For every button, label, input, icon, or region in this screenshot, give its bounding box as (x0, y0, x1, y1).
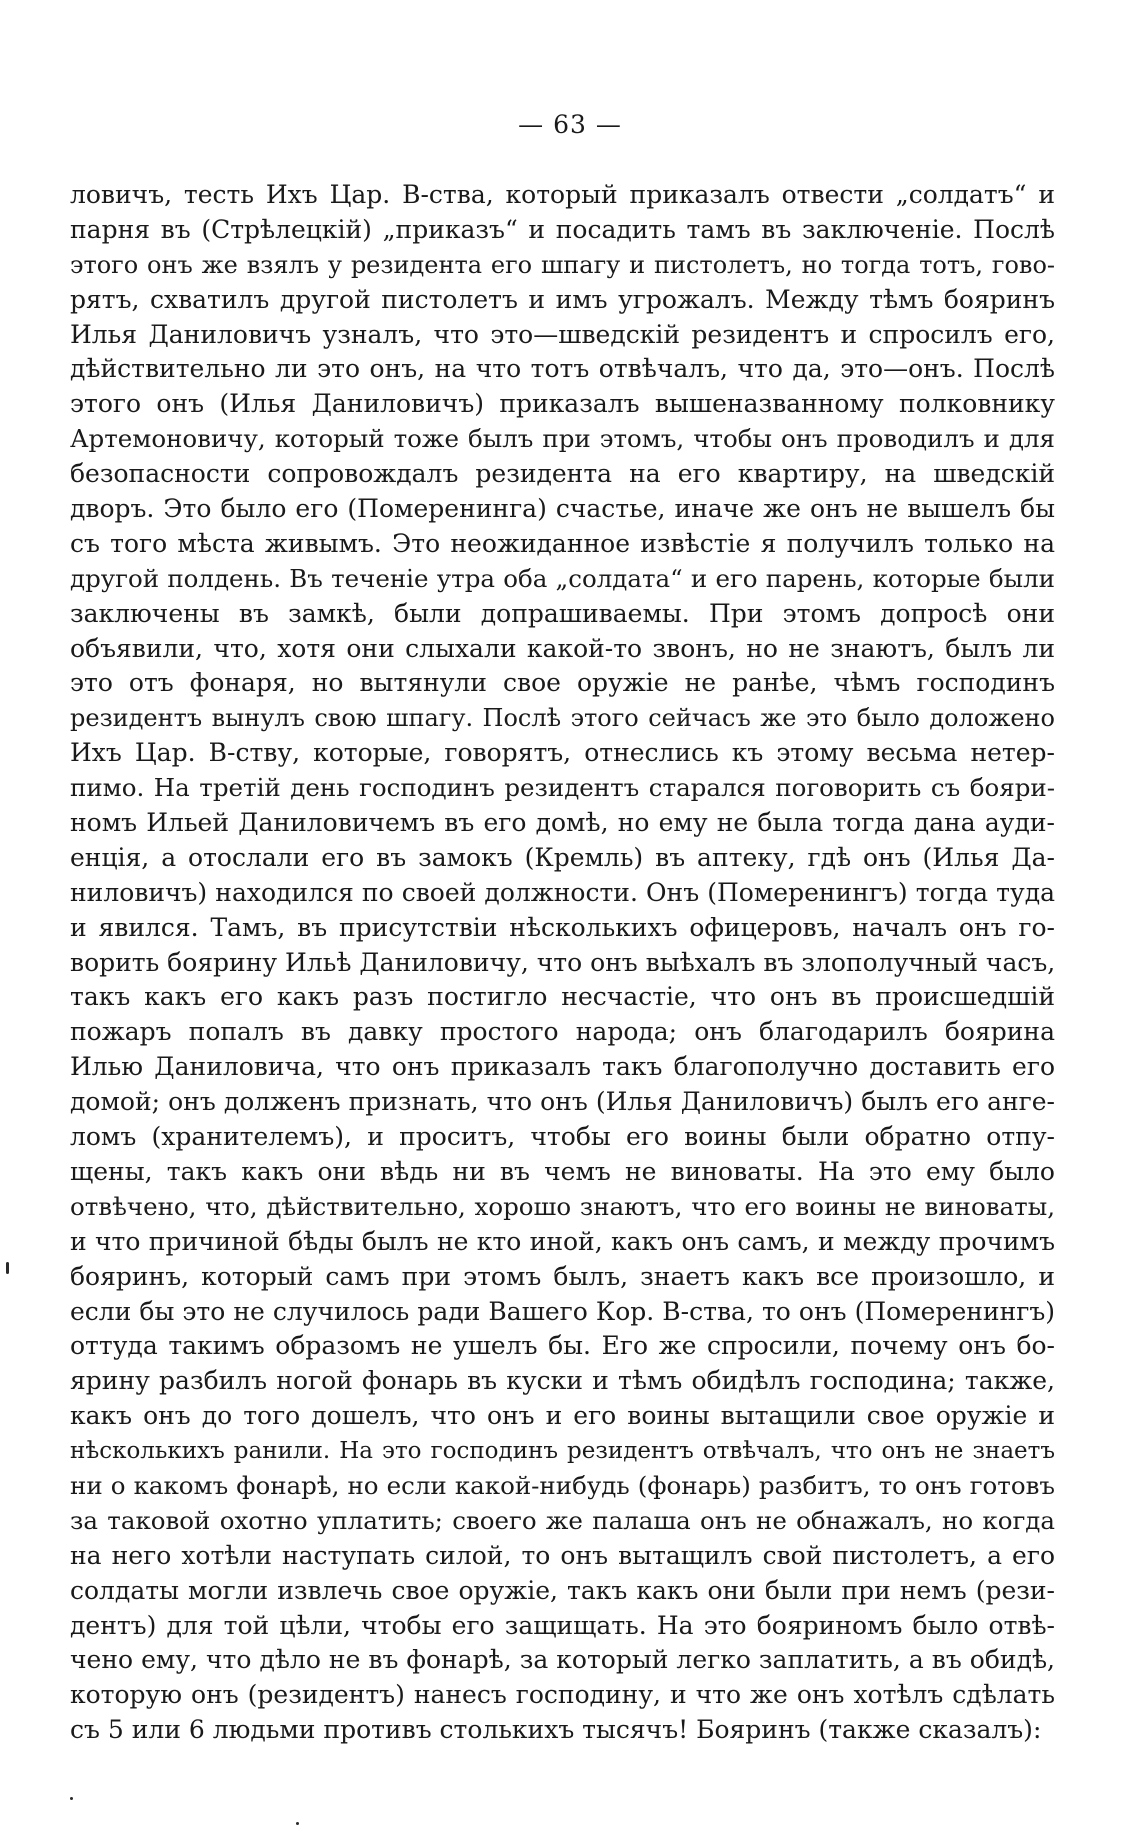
text-line: Ихъ Цар. В-ству, которые, говорятъ, отнеслись къ этому весьма нетер- (70, 738, 1055, 768)
text-line: безопасности сопровождалъ резидента на его квартиру, на шведскій (70, 459, 1055, 489)
text-line: ярину разбилъ ногой фонарь въ куски и тѣмъ обидѣлъ господина; также, (70, 1366, 1055, 1396)
text-line: этого онъ (Илья Даниловичъ) приказалъ вышеназванному полковнику (70, 389, 1055, 419)
text-line: отвѣчено, что, дѣйствительно, хорошо знаютъ, что его воины не виноваты, (70, 1191, 1055, 1221)
text-line: за таковой охотно уплатить; своего же палаша онъ не обнажалъ, но когда (70, 1505, 1055, 1535)
text-line: ворить боярину Ильѣ Даниловичу, что онъ выѣхалъ въ злополучный часъ, (70, 947, 1055, 977)
text-line: какъ онъ до того дошелъ, что онъ и его воины вытащили свое оружіе и (70, 1401, 1055, 1431)
text-line: Илью Даниловича, что онъ приказалъ такъ благополучно доставить его (70, 1052, 1055, 1082)
text-line: дентъ) для той цѣли, чтобы его защищать. На это бояриномъ было отвѣ- (70, 1610, 1055, 1640)
text-line: пимо. На третій день господинъ резидентъ старался поговорить съ бояри- (70, 773, 1055, 803)
text-line: щены, такъ какъ они вѣдь ни въ чемъ не виноваты. На это ему было (70, 1156, 1055, 1186)
text-line: этого онъ же взялъ у резидента его шпагу и пистолетъ, но тогда тотъ, гово- (70, 250, 1055, 279)
text-line: на него хотѣли наступать силой, то онъ вытащилъ свой пистолетъ, а его (70, 1540, 1055, 1570)
text-line: Илья Даниловичъ узналъ, что это—шведскій резидентъ и спросилъ его, (70, 319, 1055, 349)
text-line: съ 5 или 6 людьми противъ столькихъ тысячъ! Бояринъ (также сказалъ): (70, 1715, 1042, 1745)
body-text (70, 178, 1055, 1748)
text-line: домой; онъ долженъ признать, что онъ (Илья Даниловичъ) былъ его анге- (70, 1087, 1055, 1117)
scan-speck (6, 1262, 9, 1274)
text-line: ловичъ, тесть Ихъ Цар. В-ства, который приказалъ отвести „солдатъ“ и (70, 180, 1055, 209)
text-line: пожаръ попалъ въ давку простого народа; онъ благодарилъ боярина (70, 1017, 1055, 1047)
text-line: другой полдень. Въ теченіе утра оба „солдата“ и его парень, которые были (70, 563, 1055, 593)
text-line: солдаты могли извлечь свое оружіе, такъ какъ они были при немъ (рези- (70, 1575, 1055, 1605)
text-line: парня въ (Стрѣлецкій) „приказъ“ и посадить тамъ въ заключеніе. Послѣ (70, 214, 1055, 244)
text-line: чено ему, что дѣло не въ фонарѣ, за который легко заплатить, а въ обидѣ, (70, 1645, 1055, 1675)
text-line: объявили, что, хотя они слыхали какой-то звонъ, но не знаютъ, былъ ли (70, 633, 1055, 663)
text-line: это отъ фонаря, но вытянули свое оружіе не ранѣе, чѣмъ господинъ (70, 668, 1055, 698)
text-line: номъ Ильей Даниловичемъ въ его домѣ, но ему не была тогда дана ауди- (70, 808, 1055, 838)
text-line: Артемоновичу, который тоже былъ при этомъ, чтобы онъ проводилъ и для (70, 424, 1055, 454)
text-line: и что причиной бѣды былъ не кто иной, какъ онъ самъ, и между прочимъ (70, 1226, 1055, 1256)
text-line: и явился. Тамъ, въ присутствіи нѣсколькихъ офицеровъ, началъ онъ го- (70, 912, 1055, 942)
page-number: — 63 — (518, 110, 622, 139)
text-line: заключены въ замкѣ, были допрашиваемы. При этомъ допросѣ они (70, 598, 1055, 628)
text-line: если бы это не случилось ради Вашего Кор. В-ства, то онъ (Померенингъ) (70, 1296, 1055, 1326)
text-line: резидентъ вынулъ свою шпагу. Послѣ этого сейчасъ же это было доложено (70, 704, 1055, 733)
text-line: рятъ, схватилъ другой пистолетъ и имъ угрожалъ. Между тѣмъ бояринъ (70, 284, 1055, 314)
text-line: съ того мѣста живымъ. Это неожиданное извѣстіе я получилъ только на (70, 528, 1055, 558)
text-line: енція, а отослали его въ замокъ (Кремль) въ аптеку, гдѣ онъ (Илья Да- (70, 842, 1055, 872)
text-line: ломъ (хранителемъ), и проситъ, чтобы его воины были обратно отпу- (70, 1122, 1055, 1152)
text-line: бояринъ, который самъ при этомъ былъ, знаетъ какъ все произошло, и (70, 1261, 1055, 1291)
text-line: ни о какомъ фонарѣ, но если какой-нибудь (фонарь) разбитъ, то онъ готовъ (70, 1470, 1055, 1500)
text-line: дворъ. Это было его (Померенинга) счастье, иначе же онъ не вышелъ бы (70, 494, 1055, 524)
text-line: такъ какъ его какъ разъ постигло несчастіе, что онъ въ происшедшій (70, 982, 1055, 1012)
scan-speck (296, 1822, 299, 1825)
text-line: которую онъ (резидентъ) нанесъ господину, и что же онъ хотѣлъ сдѣлать (70, 1680, 1055, 1710)
text-line: оттуда такимъ образомъ не ушелъ бы. Его же спросили, почему онъ бо- (70, 1331, 1055, 1361)
text-line: дѣйствительно ли это онъ, на что тотъ отвѣчалъ, что да, это—онъ. Послѣ (70, 354, 1055, 384)
text-line: ниловичъ) находился по своей должности. Онъ (Померенингъ) тогда туда (70, 877, 1055, 907)
scan-speck (70, 1797, 73, 1800)
text-line: нѣсколькихъ ранили. На это господинъ резидентъ отвѣчалъ, что онъ не знаетъ (70, 1438, 1055, 1465)
